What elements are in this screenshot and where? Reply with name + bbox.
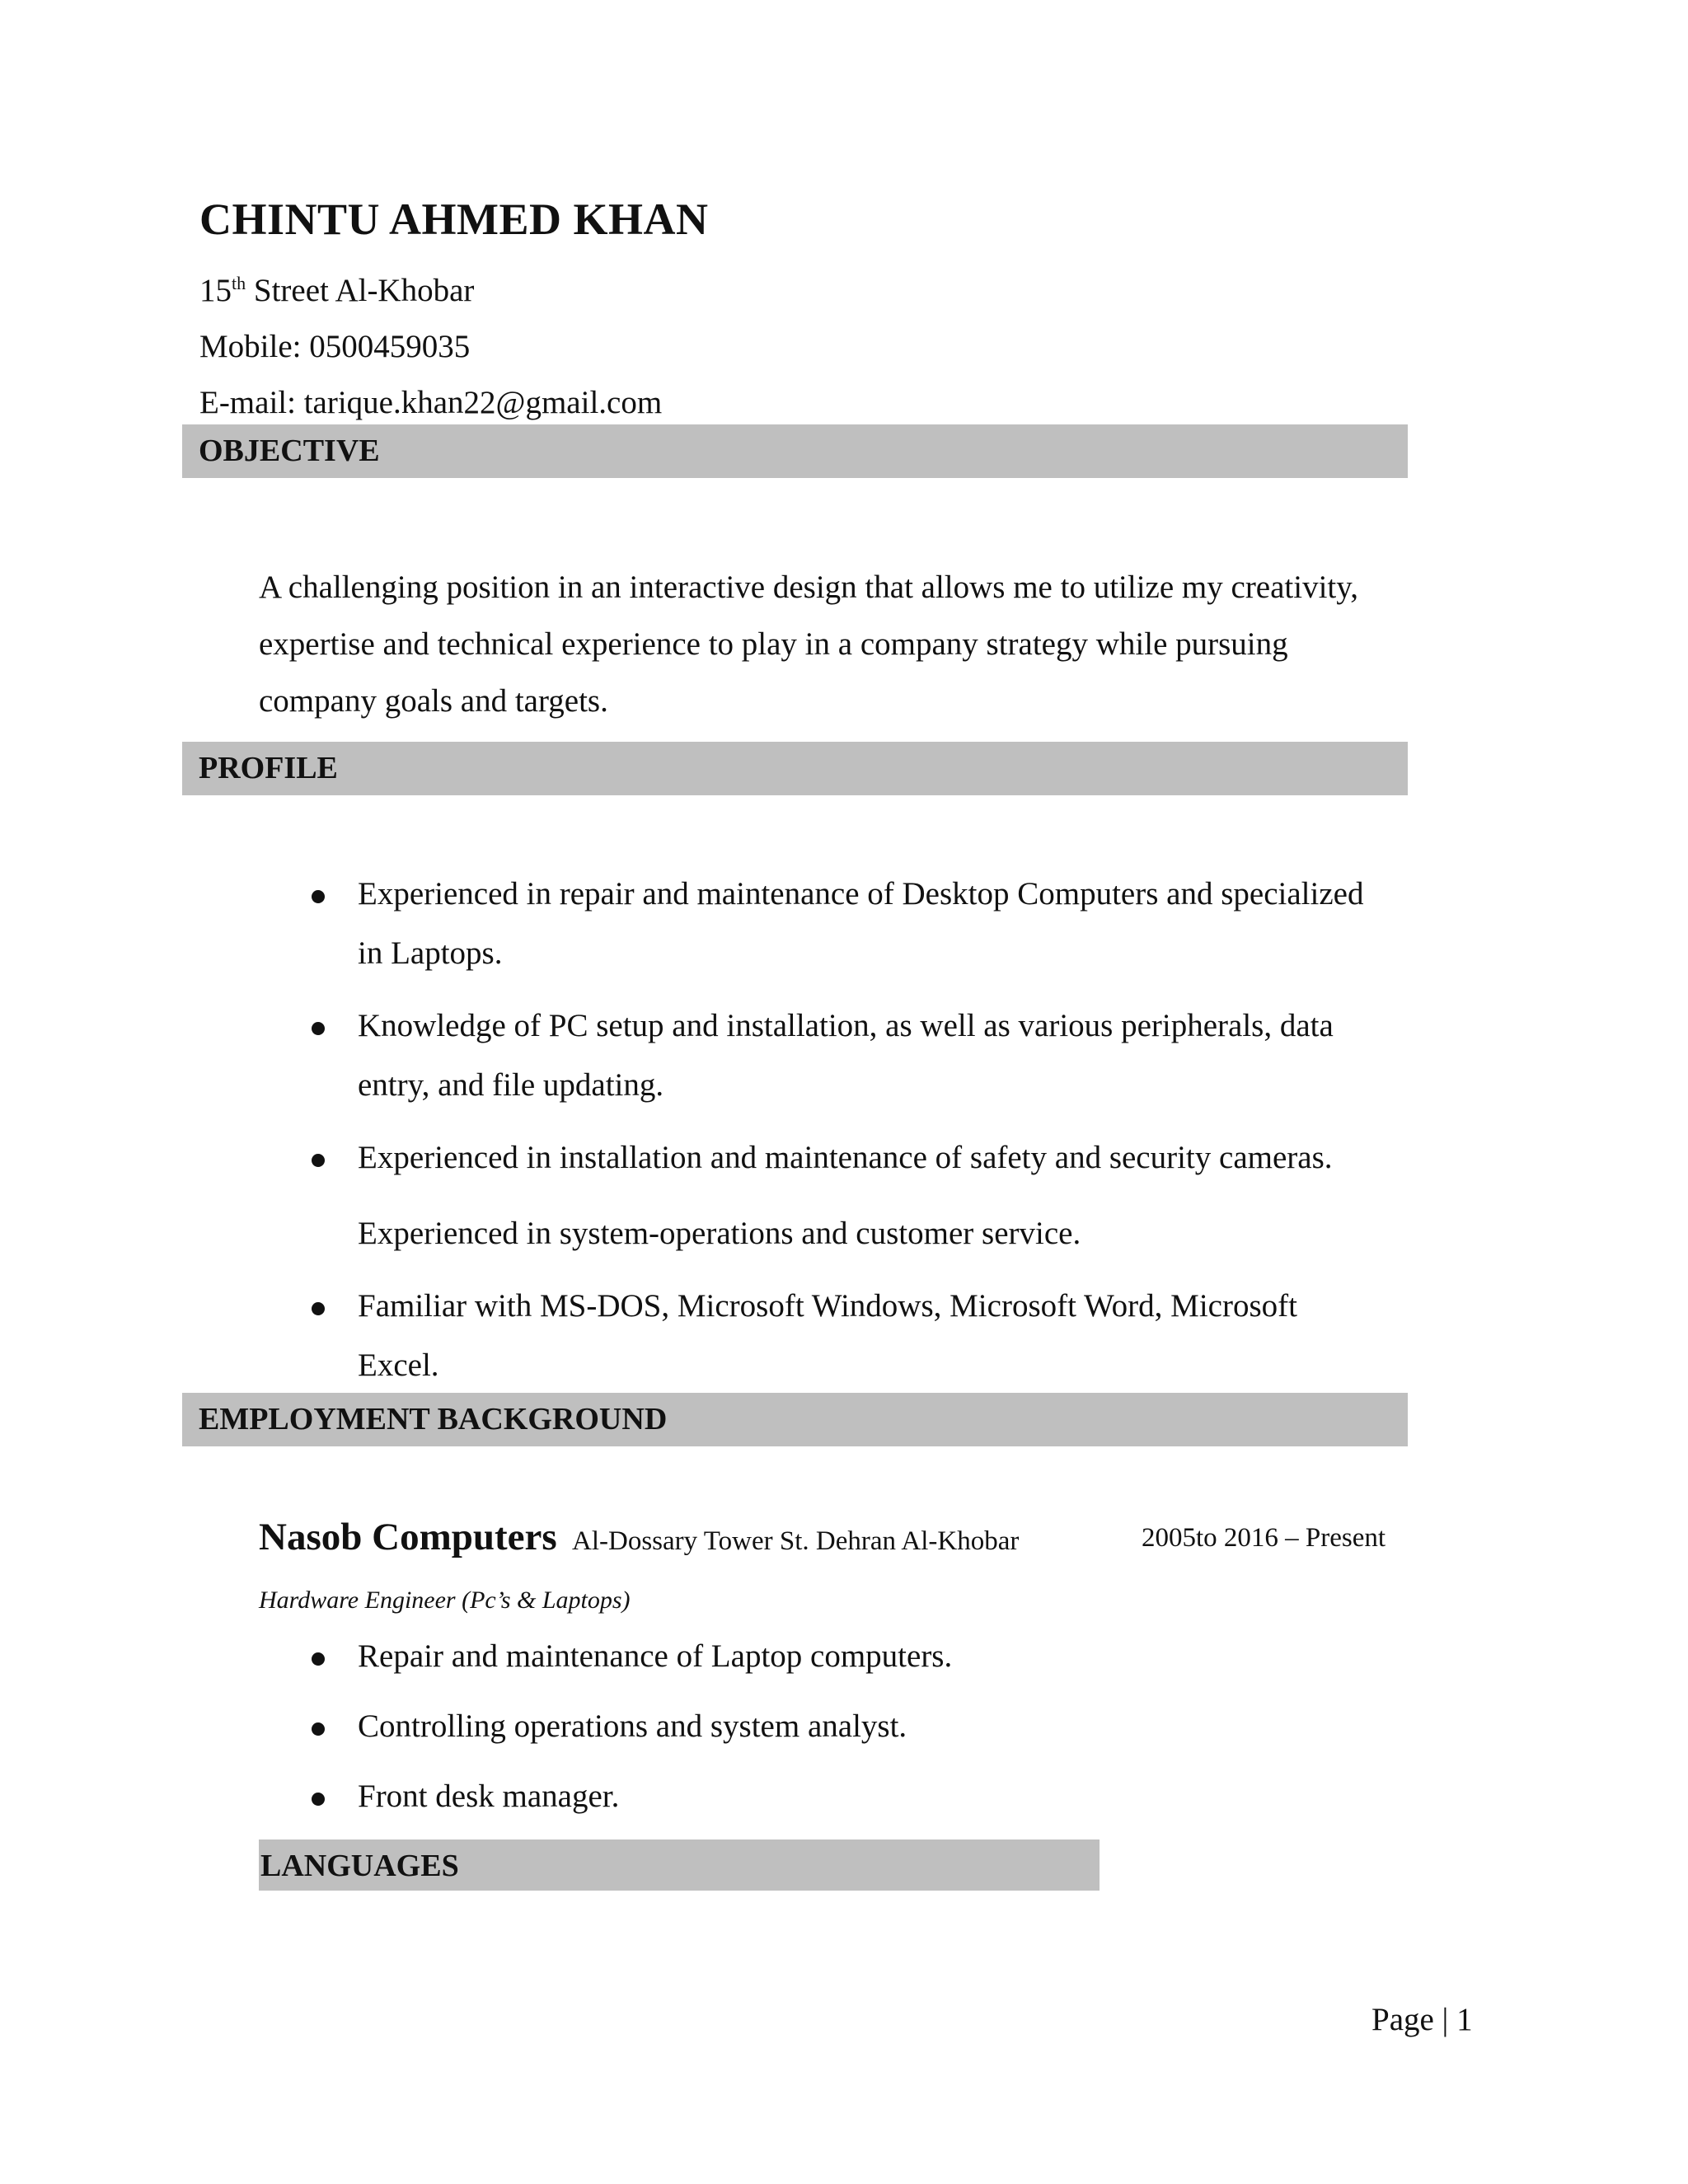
profile-item-line: entry, and file updating. [358,1067,664,1103]
employment-section-header [182,1393,1408,1446]
bullet-icon [312,1154,325,1167]
mobile-line: Mobile: 0500459035 [199,329,471,364]
objective-line: A challenging position in an interactive design that allows me to utilize my creativity, [259,569,1358,605]
candidate-name: CHINTU AHMED KHAN [199,194,709,244]
address-street: Street Al-Khobar [246,273,475,308]
employment-title: EMPLOYMENT BACKGROUND [199,1402,668,1436]
objective-section-header [182,424,1408,478]
employment-dates: 2005to 2016 – Present [1142,1523,1386,1553]
bullet-icon [312,1722,325,1736]
profile-item-line: Familiar with MS-DOS, Microsoft Windows, Microsoft Word, Microsoft [358,1288,1297,1324]
bullet-icon [312,1022,325,1035]
profile-title: PROFILE [199,751,338,785]
bullet-icon [312,1302,325,1315]
address-line [199,272,474,309]
languages-section-header [259,1840,1100,1891]
company-address: Al-Dossary Tower St. Dehran Al-Khobar [572,1526,1020,1556]
bullet-icon [312,890,325,903]
bullet-icon [312,1793,325,1806]
profile-item-line: Knowledge of PC setup and installation, as well as various peripherals, data [358,1008,1334,1043]
bullet-icon [312,1652,325,1666]
job-title: Hardware Engineer (Pc’s & Laptops) [259,1586,631,1614]
duty-item: Front desk manager. [358,1779,620,1814]
address-suffix: th [232,273,246,293]
duty-item: Repair and maintenance of Laptop computers. [358,1638,953,1674]
objective-line: expertise and technical experience to play in a company strategy while pursuing [259,626,1288,662]
objective-title: OBJECTIVE [199,434,380,468]
profile-item-line: in Laptops. [358,935,503,971]
profile-item-line: Experienced in installation and maintenance of safety and security cameras. [358,1140,1333,1175]
objective-line: company goals and targets. [259,683,608,719]
objective-text [259,559,1413,729]
profile-item-line: Experienced in system-operations and customer service. [358,1216,1081,1251]
email-line: E-mail: tarique.khan22@gmail.com [199,385,663,420]
address-number: 15 [199,273,232,308]
profile-section-header [182,742,1408,795]
company-name: Nasob Computers [259,1516,557,1558]
duty-item: Controlling operations and system analyst. [358,1708,907,1744]
page-number: Page | 1 [1372,2002,1473,2037]
profile-item-line: Excel. [358,1347,439,1383]
profile-item-line: Experienced in repair and maintenance of Desktop Computers and specialized [358,876,1364,912]
languages-title: LANGUAGES [260,1849,459,1883]
